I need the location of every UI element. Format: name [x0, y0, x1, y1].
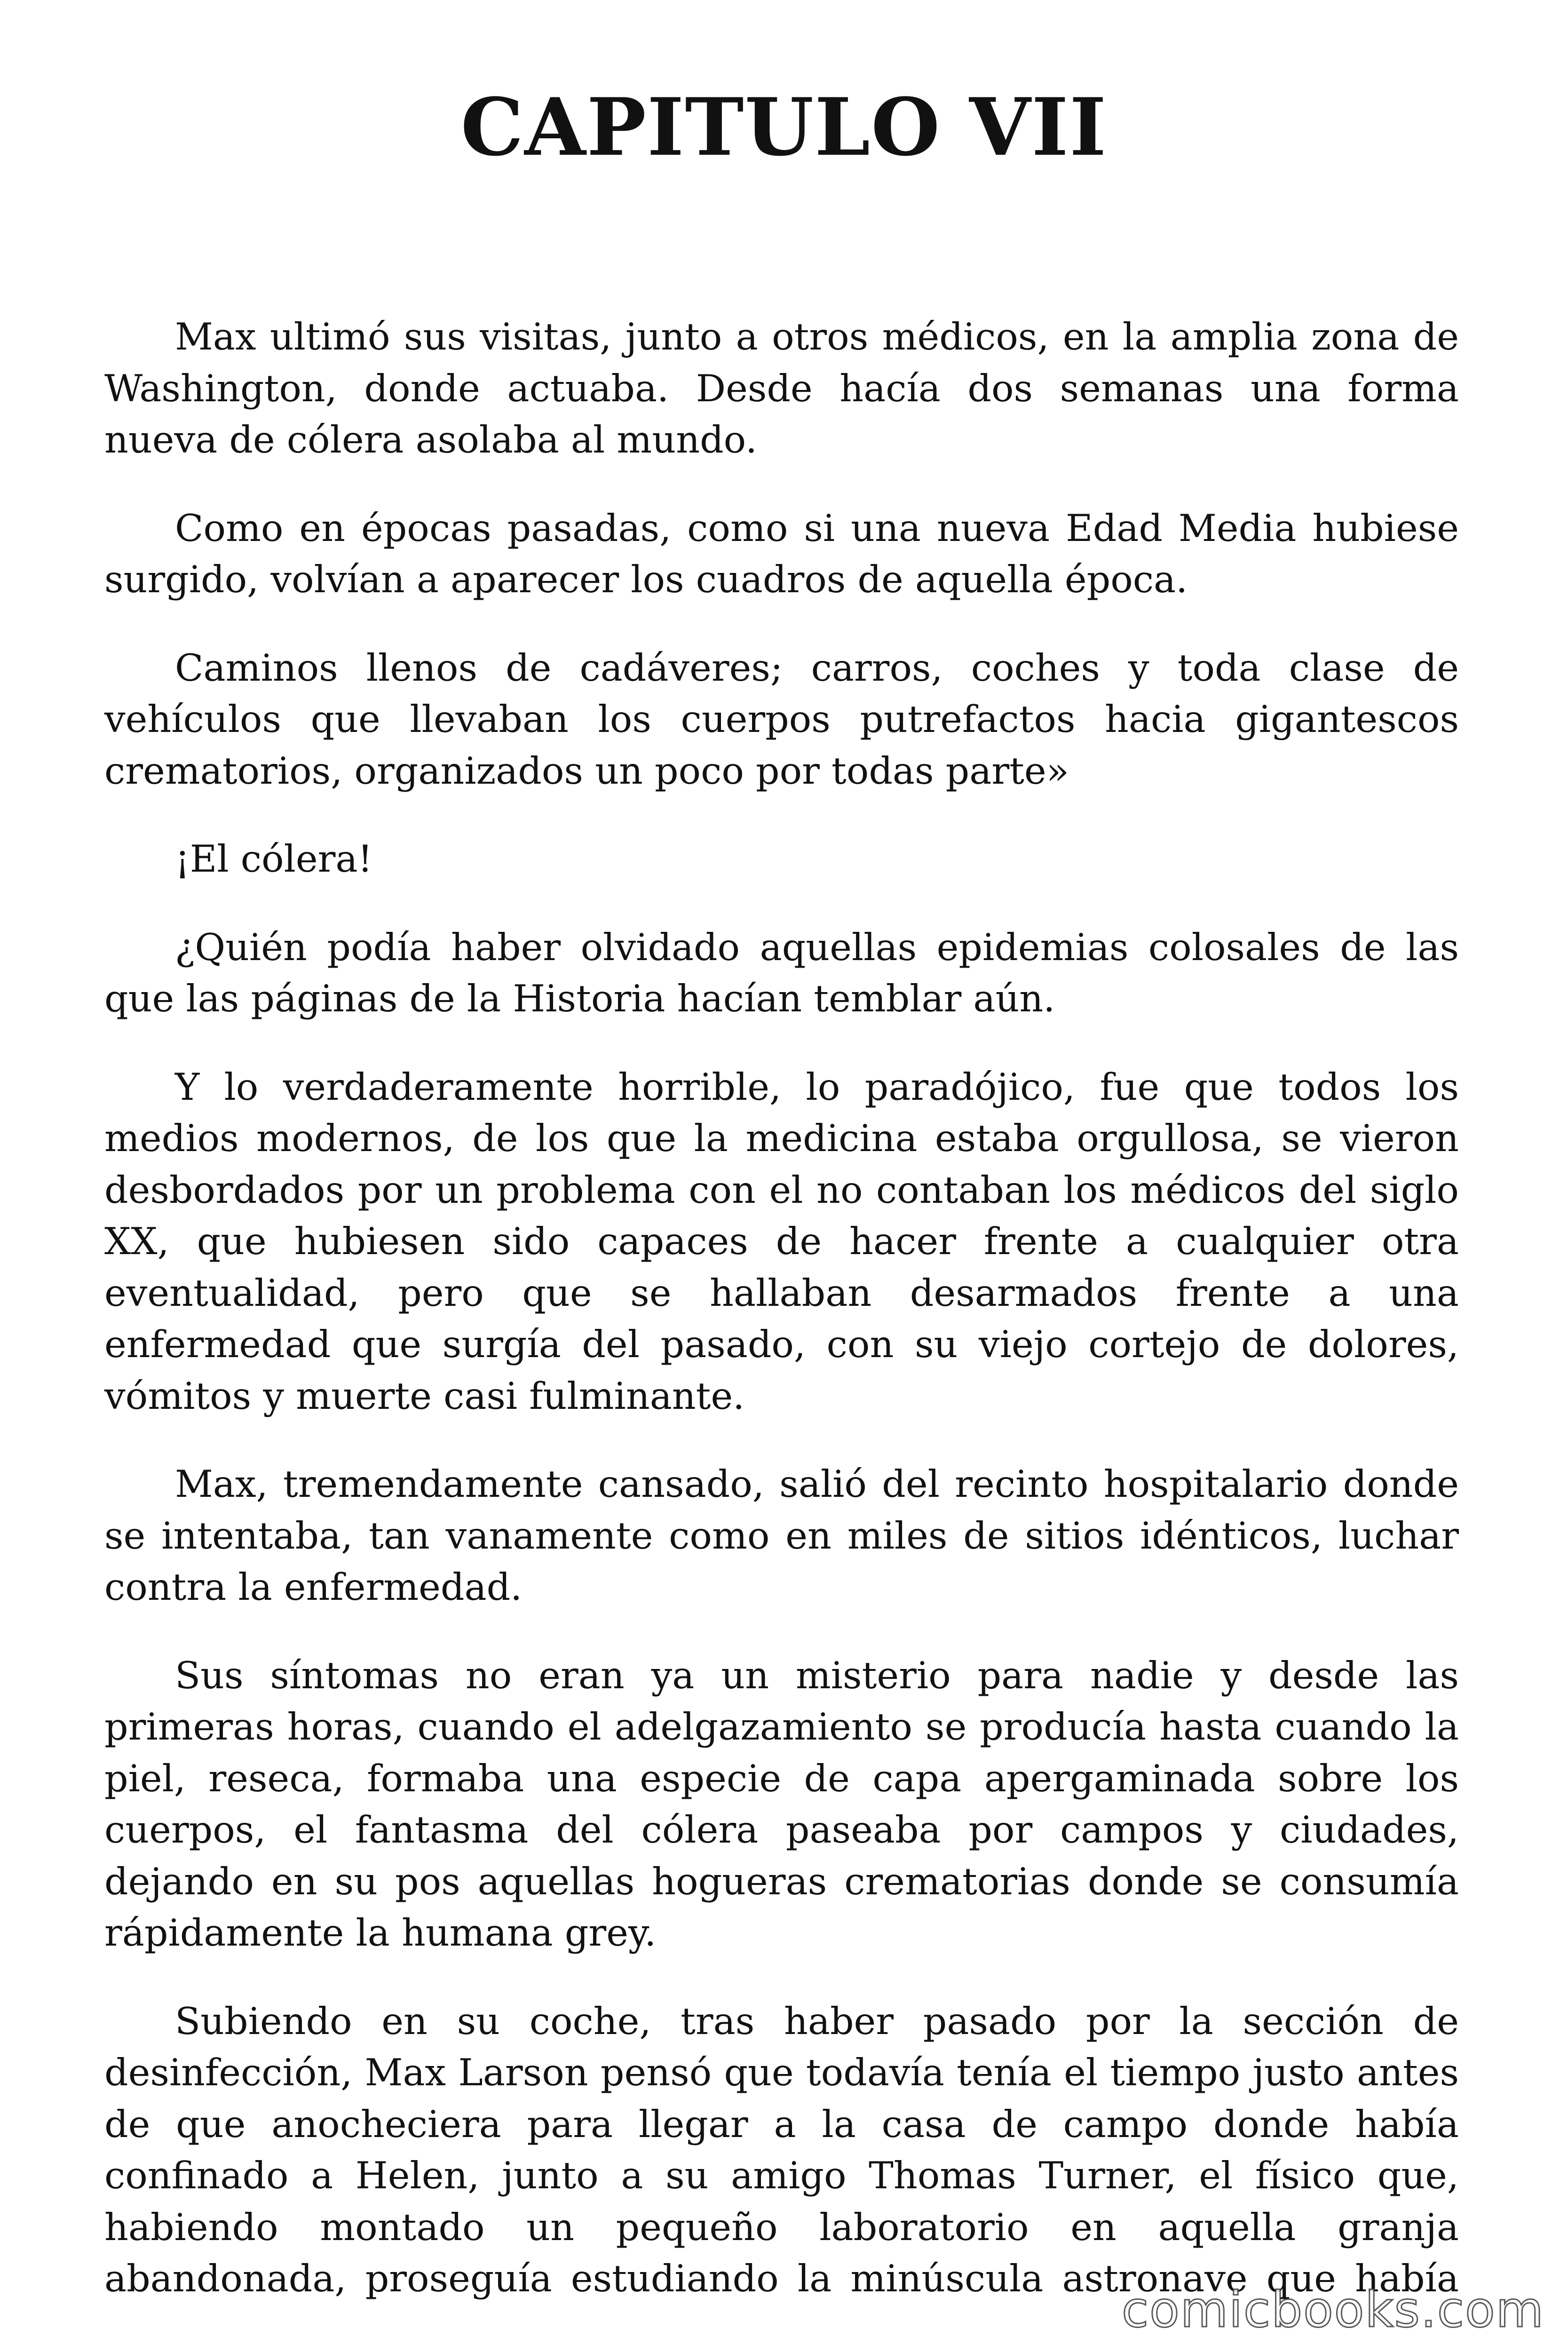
paragraph: Caminos llenos de cadáveres; carros, coches y toda clase de vehículos que llevaban los cuerpos putrefactos hacia gigantescos crematorios, organizados un poco por todas parte» — [104, 646, 1459, 793]
paragraph: Subiendo en su coche, tras haber pasado por la sección de desinfección, Max Larson pensó que todavía tenía el tiempo justo antes de que anocheciera para llegar a la casa de campo donde había confinado a Helen, junto a su amigo Thomas Turner, el físico que, habiendo montado un pequeño laboratorio en aquella granja abandonada, proseguía estudiando la minúscula astronave que había — [104, 1999, 1459, 2300]
watermark: comicbooks.com — [1121, 2281, 1544, 2338]
paragraph: Max, tremendamente cansado, salió del recinto hospitalario donde se intentaba, tan vanamente como en miles de sitios idénticos, luchar contra la enfermedad. — [104, 1462, 1459, 1609]
paragraph: ¡El cólera! — [175, 837, 373, 881]
paragraph: Y lo verdaderamente horrible, lo paradójico, fue que todos los medios modernos, de los que la medicina estaba orgullosa, se vieron desbordados por un problema con el no contaban los médicos del siglo XX, que hubiesen sido capaces de hacer frente a cualquier otra eventualidad, pero que se hallaban desarmados frente a una enfermedad que surgía del pasado, con su viejo cortejo de dolores, vómitos y muerte casi fulminante. — [104, 1065, 1459, 1418]
paragraph: Max ultimó sus visitas, junto a otros médicos, en la amplia zona de Washington, donde actuaba. Desde hacía dos semanas una forma nueva de cólera asolaba al mundo. — [104, 315, 1459, 461]
paragraph: ¿Quién podía haber olvidado aquellas epidemias colosales de las que las páginas de la Historia hacían temblar aún. — [104, 925, 1459, 1020]
chapter-title: CAPITULO VII — [460, 80, 1108, 174]
paragraph: Como en épocas pasadas, como si una nueva Edad Media hubiese surgido, volvían a aparecer los cuadros de aquella época. — [104, 506, 1459, 601]
chapter-body — [104, 311, 1459, 2342]
paragraph: Sus síntomas no eran ya un misterio para nadie y desde las primeras horas, cuando el adelgazamiento se producía hasta cuando la piel, reseca, formaba una especie de capa apergaminada sobre los cuerpos, el fantasma del cólera paseaba por campos y ciudades, dejando en su pos aquellas hogueras crematorias donde se consumía rápidamente la humana grey. — [104, 1653, 1459, 1955]
